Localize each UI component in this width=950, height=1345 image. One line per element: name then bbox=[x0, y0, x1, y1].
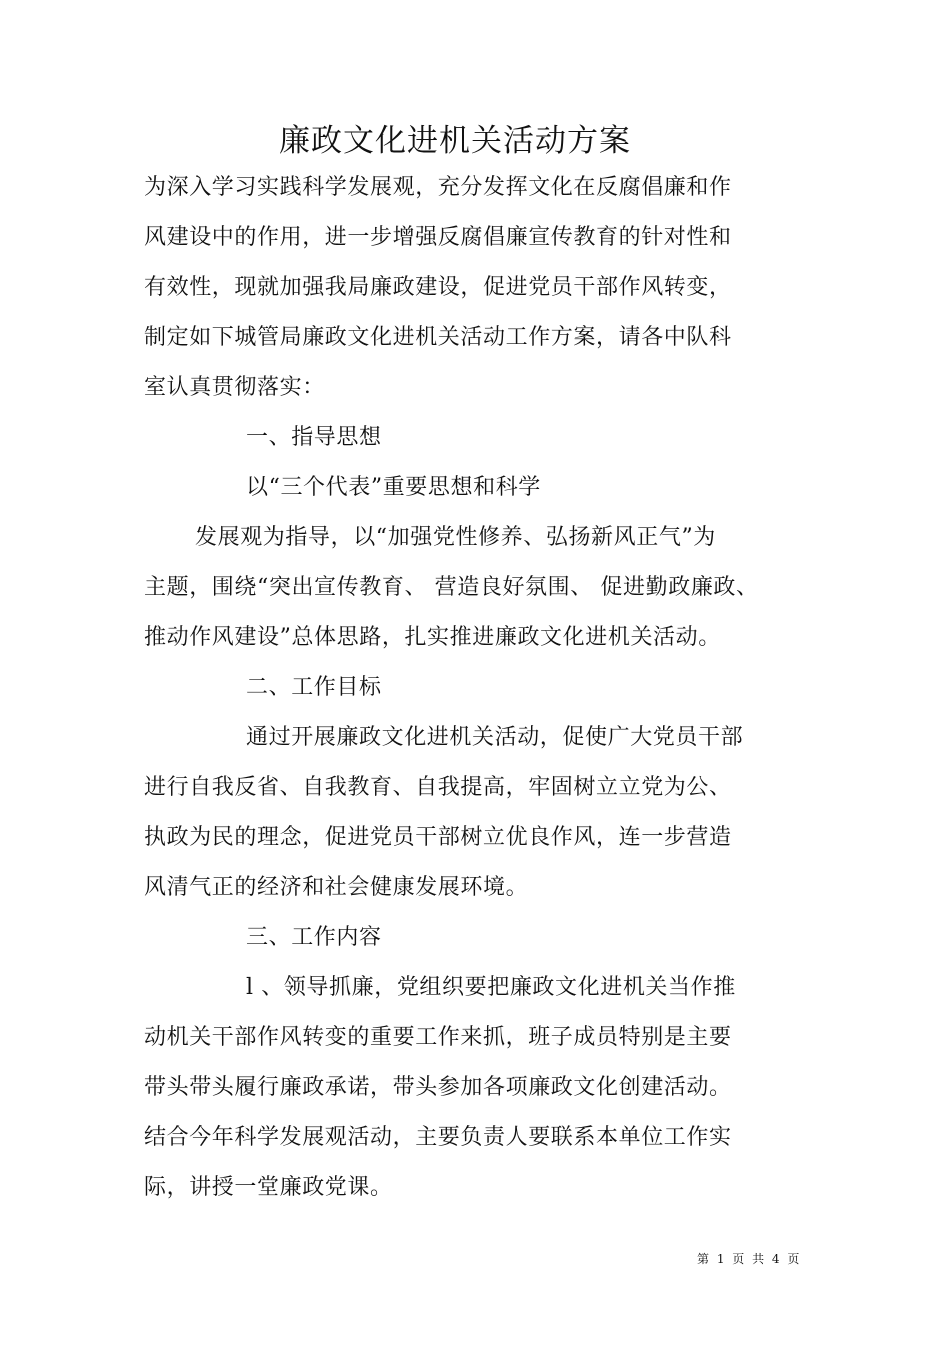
page-number: 第 1 页 共 4 页 bbox=[697, 1252, 802, 1266]
body-line: 室认真贯彻落实： bbox=[144, 375, 325, 400]
body-line: 以“三个代表”重要思想和科学 bbox=[246, 475, 541, 500]
body-line: 风清气正的经济和社会健康发展环境。 bbox=[144, 875, 529, 900]
body-line: 动机关干部作风转变的重要工作来抓，班子成员特别是主要 bbox=[144, 1025, 732, 1050]
body-line: 推动作风建设”总体思路，扎实推进廉政文化进机关活动。 bbox=[144, 625, 721, 650]
body-line: 执政为民的理念，促进党员干部树立优良作风，连一步营造 bbox=[144, 825, 732, 850]
body-line: 有效性，现就加强我局廉政建设，促进党员干部作风转变， bbox=[144, 275, 732, 300]
document-title: 廉政文化进机关活动方案 bbox=[279, 123, 631, 159]
section-heading: 二、工作目标 bbox=[246, 675, 382, 700]
body-line: 发展观为指导，以“加强党性修养、弘扬新风正气”为 bbox=[195, 525, 716, 550]
body-line: 风建设中的作用，进一步增强反腐倡廉宣传教育的针对性和 bbox=[144, 225, 732, 250]
section-heading: 三、工作内容 bbox=[246, 925, 382, 950]
body-line: 制定如下城管局廉政文化进机关活动工作方案，请各中队科 bbox=[144, 325, 732, 350]
body-line: 进行自我反省、自我教育、自我提高，牢固树立立党为公、 bbox=[144, 775, 732, 800]
body-line: l 、领导抓廉，党组织要把廉政文化进机关当作推 bbox=[246, 975, 736, 1000]
body-line: 际，讲授一堂廉政党课。 bbox=[144, 1175, 393, 1200]
body-line: 为深入学习实践科学发展观，充分发挥文化在反腐倡廉和作 bbox=[144, 175, 732, 200]
body-line: 结合今年科学发展观活动，主要负责人要联系本单位工作实 bbox=[144, 1125, 732, 1150]
body-line: 主题，围绕“突出宣传教育、 营造良好氛围、 促进勤政廉政、 bbox=[144, 575, 759, 600]
body-line: 带头带头履行廉政承诺，带头参加各项廉政文化创建活动。 bbox=[144, 1075, 732, 1100]
section-heading: 一、指导思想 bbox=[246, 425, 382, 450]
body-line: 通过开展廉政文化进机关活动，促使广大党员干部 bbox=[246, 725, 744, 750]
